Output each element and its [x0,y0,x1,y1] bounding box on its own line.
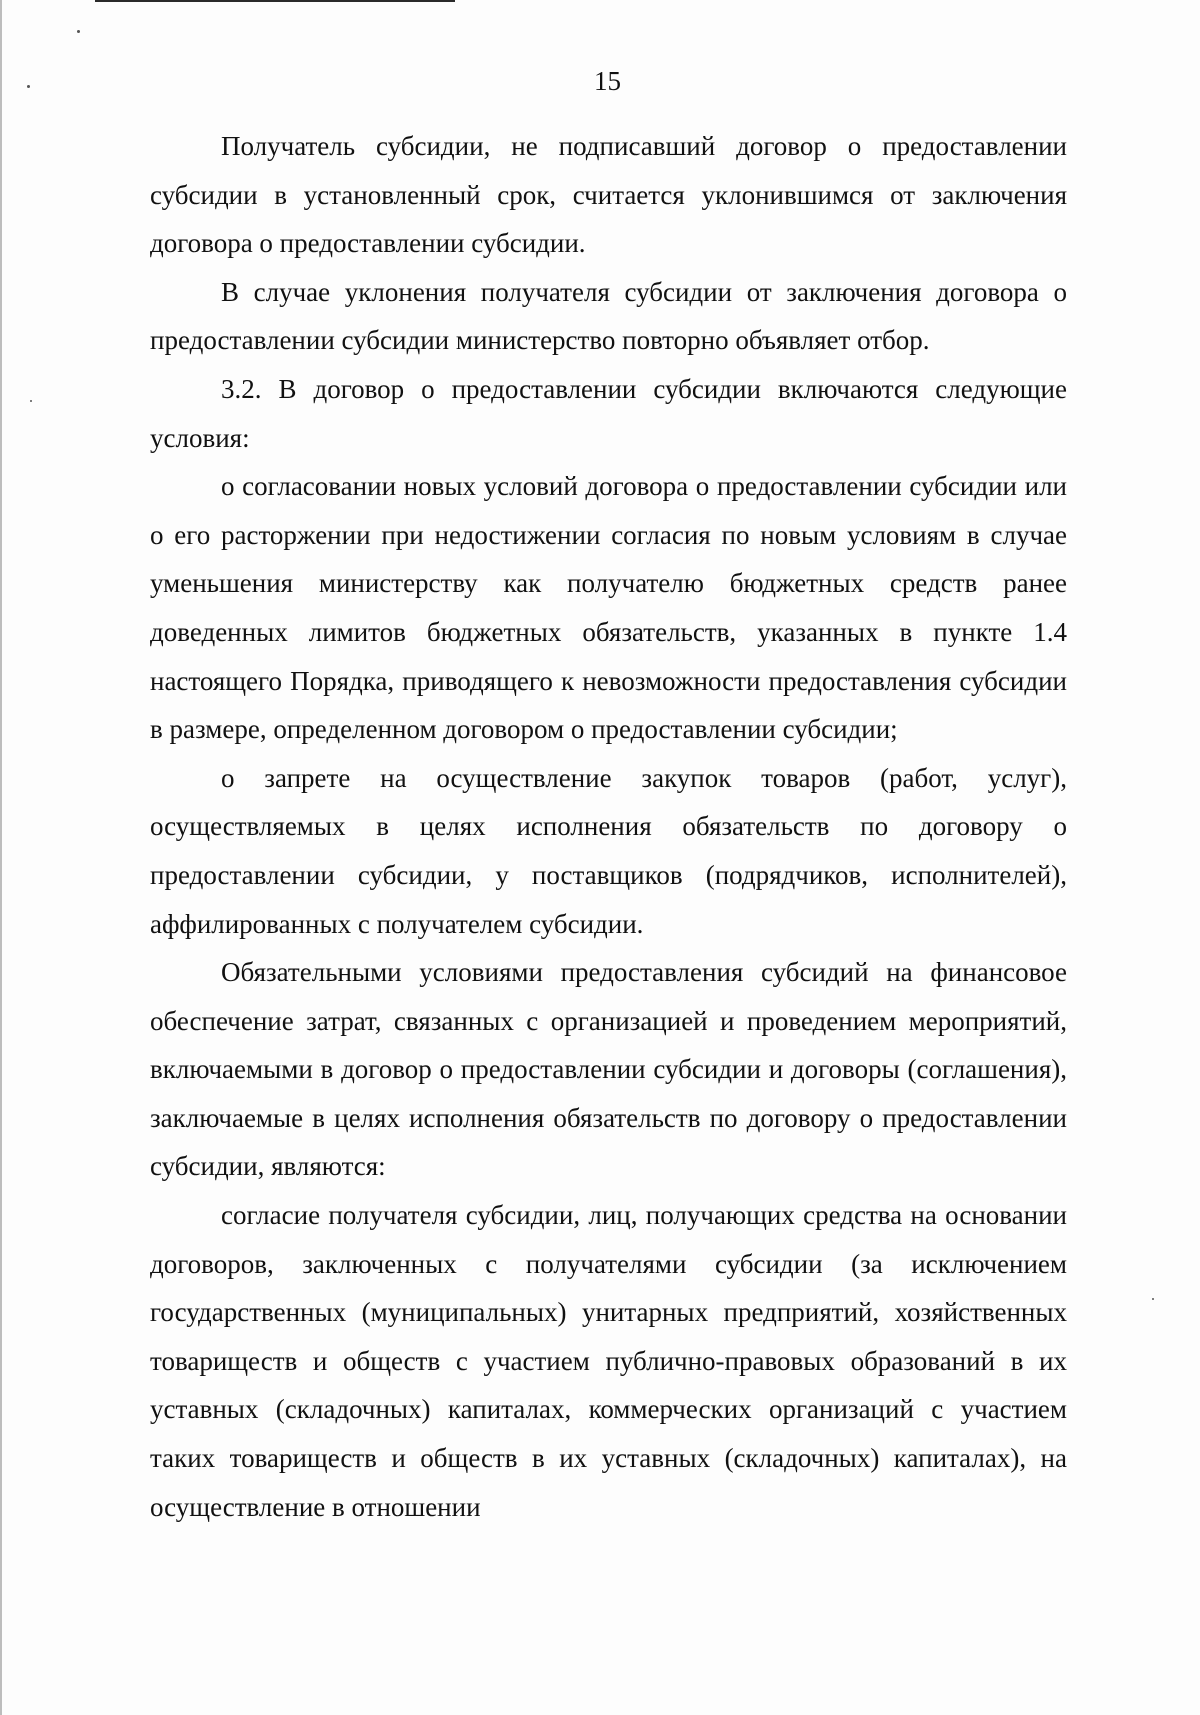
paragraph: Обязательными условиями предоставления субсидий на финансовое обеспечение затрат, связанных с организацией и проведением мероприятий, включаемыми в договор о предоставлении субсидии и договоры (соглашения), заключаемые в целях исполнения обязательств по договору о предоставлении субсидии, являются: [150,957,1067,1182]
paragraph: Получатель субсидии, не подписавший договор о предоставлении субсидии в установленный срок, считается уклонившимся от заключения договора о предоставлении субсидии. [150,131,1067,259]
paragraph: о согласовании новых условий договора о предоставлении субсидии или о его расторжении при недостижении согласия по новым условиям в случае уменьшения министерству как получателю бюджетных средств ранее доведенных лимитов бюджетных обязательств, указанных в пункте 1.4 настоящего Порядка, приводящего к невозможности предоставления субсидии в размере, определенном договором о предоставлении субсидии; [150,471,1067,745]
scan-speck [30,400,32,402]
scan-speck [1152,1298,1154,1300]
scan-edge-left [0,0,2,1715]
paragraph: В случае уклонения получателя субсидии от заключения договора о предоставлении субсидии министерство повторно объявляет отбор. [150,276,1067,356]
page-number: 15 [594,66,621,96]
scan-speck [77,30,80,33]
paragraph: 3.2. В договор о предоставлении субсидии включаются следующие условия: [150,373,1067,453]
paragraph: согласие получателя субсидии, лиц, получающих средства на основании договоров, заключенных с получателями субсидии (за исключением государственных (муниципальных) унитарных предприятий, хозяйственных товариществ и обществ с участием публично-правовых образований в их уставных (складочных) капиталах, коммерческих организаций с участием таких товариществ и обществ в их уставных (складочных) капиталах), на осуществление в отношении [150,1200,1067,1522]
paragraph: о запрете на осуществление закупок товаров (работ, услуг), осуществляемых в целях исполнения обязательств по договору о предоставлении субсидии, у поставщиков (подрядчиков, исполнителей), аффилированных с получателем субсидии. [150,762,1067,939]
document-body [150,122,1067,1531]
scan-edge-top [95,0,455,2]
